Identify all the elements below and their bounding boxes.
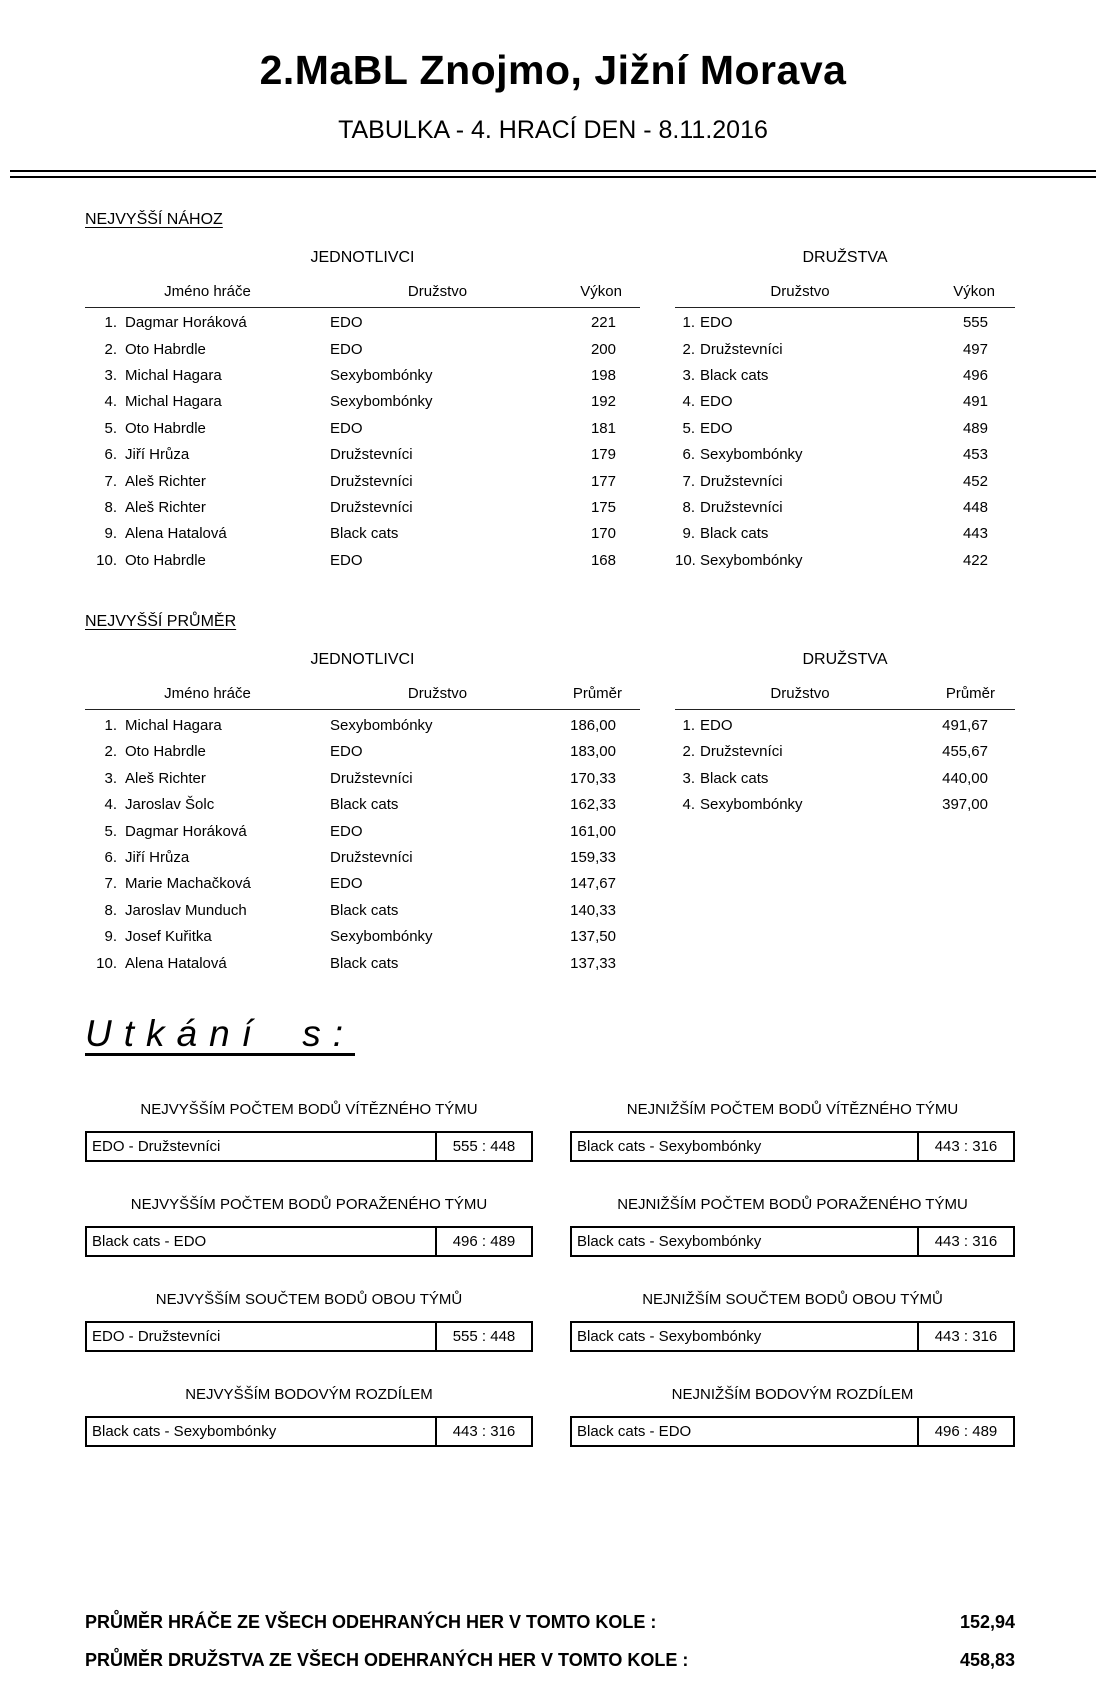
match-record <box>85 1290 533 1352</box>
prumer-tables <box>85 633 1015 976</box>
row-player-name: Oto Habrdle <box>125 743 206 761</box>
row-player-name: Dagmar Horáková <box>125 822 247 840</box>
row-rank: 6. <box>682 446 695 464</box>
table-header-row <box>675 283 1015 308</box>
table-row <box>675 547 1015 573</box>
row-player-name: Dagmar Horáková <box>125 314 247 332</box>
table-body <box>85 712 640 976</box>
row-rank: 4. <box>682 796 695 814</box>
match-result-box <box>85 1416 533 1447</box>
row-value: 422 <box>962 551 988 569</box>
table-row <box>675 441 1015 467</box>
row-player-name: Aleš Richter <box>125 498 206 516</box>
row-value: 455,67 <box>942 743 988 761</box>
row-team: Black cats <box>330 796 399 814</box>
table-row <box>85 844 640 870</box>
nahoz-tables <box>85 231 1015 574</box>
summary-value: 458,83 <box>959 1650 1015 1671</box>
column-header-team: Družstvo <box>407 685 468 703</box>
row-rank: 8. <box>682 498 695 516</box>
matches-heading: Utkání s: <box>85 1013 355 1055</box>
row-player-name: Jaroslav Munduch <box>125 901 247 919</box>
row-value: 183,00 <box>570 743 616 761</box>
row-player-name: Marie Machačková <box>125 875 251 893</box>
row-team: Družstevníci <box>330 446 413 464</box>
column-header-value: Průměr <box>945 685 995 703</box>
page-subtitle: TABULKA - 4. HRACÍ DEN - 8.11.2016 <box>338 116 768 144</box>
row-rank: 1. <box>682 314 695 332</box>
table-row <box>675 336 1015 362</box>
row-team: Družstevníci <box>700 743 783 761</box>
row-team: Družstevníci <box>330 472 413 490</box>
match-teams: EDO - Družstevníci <box>92 1328 221 1346</box>
table-row <box>85 310 640 336</box>
row-team: Družstevníci <box>700 472 783 490</box>
page-content <box>0 211 1106 1680</box>
match-record-label: NEJVYŠŠÍM POČTEM BODŮ VÍTĚZNÉHO TÝMU <box>140 1101 478 1119</box>
match-teams: Black cats - EDO <box>577 1423 692 1441</box>
row-rank: 1. <box>682 717 695 735</box>
row-team: Družstevníci <box>330 849 413 867</box>
summary-row <box>85 1641 1015 1679</box>
row-team: Black cats <box>330 954 399 972</box>
row-team: EDO <box>700 717 733 735</box>
row-value: 489 <box>962 419 988 437</box>
row-player-name: Michal Hagara <box>125 717 222 735</box>
match-score: 555 : 448 <box>435 1323 531 1350</box>
match-teams: Black cats - Sexybombónky <box>577 1138 762 1156</box>
row-value: 198 <box>590 366 616 384</box>
row-team: Sexybombónky <box>700 446 803 464</box>
row-value: 170 <box>590 525 616 543</box>
row-rank: 8. <box>104 901 117 919</box>
row-player-name: Alena Hatalová <box>125 525 227 543</box>
column-header-name: Jméno hráče <box>164 282 251 300</box>
table-title: JEDNOTLIVCI <box>310 651 415 669</box>
match-score: 443 : 316 <box>917 1133 1013 1160</box>
table-row <box>85 739 640 765</box>
row-rank: 1. <box>104 717 117 735</box>
row-player-name: Michal Hagara <box>125 366 222 384</box>
row-rank: 4. <box>104 393 117 411</box>
row-team: EDO <box>700 314 733 332</box>
row-value: 137,50 <box>570 928 616 946</box>
row-value: 181 <box>590 419 616 437</box>
row-value: 397,00 <box>942 796 988 814</box>
row-value: 448 <box>962 498 988 516</box>
row-team: Black cats <box>330 901 399 919</box>
row-team: Black cats <box>700 525 769 543</box>
row-team: Družstevníci <box>330 769 413 787</box>
table-row <box>675 765 1015 791</box>
row-rank: 9. <box>104 928 117 946</box>
row-team: Družstevníci <box>700 498 783 516</box>
match-result-box <box>85 1321 533 1352</box>
row-player-name: Aleš Richter <box>125 472 206 490</box>
row-value: 496 <box>962 366 988 384</box>
summary-row <box>85 1603 1015 1641</box>
table-row <box>85 415 640 441</box>
column-header-name: Jméno hráče <box>164 685 251 703</box>
row-value: 162,33 <box>570 796 616 814</box>
summary-label: PRŮMĚR DRUŽSTVA ZE VŠECH ODEHRANÝCH HER V TOMTO KOLE : <box>85 1650 689 1671</box>
match-result-box <box>85 1226 533 1257</box>
row-team: Black cats <box>700 366 769 384</box>
row-rank: 7. <box>104 472 117 490</box>
row-team: EDO <box>330 875 363 893</box>
table-row <box>85 765 640 791</box>
double-divider <box>10 170 1096 178</box>
row-player-name: Oto Habrdle <box>125 551 206 569</box>
table-row <box>85 336 640 362</box>
row-value: 175 <box>590 498 616 516</box>
row-rank: 1. <box>104 314 117 332</box>
match-record <box>85 1195 533 1257</box>
row-team: Sexybombónky <box>700 551 803 569</box>
table-row <box>675 792 1015 818</box>
row-player-name: Alena Hatalová <box>125 954 227 972</box>
table-row <box>675 415 1015 441</box>
row-value: 137,33 <box>570 954 616 972</box>
column-header-team: Družstvo <box>407 282 468 300</box>
match-record-label: NEJVYŠŠÍM POČTEM BODŮ PORAŽENÉHO TÝMU <box>130 1196 488 1214</box>
match-score: 443 : 316 <box>917 1323 1013 1350</box>
row-rank: 3. <box>104 769 117 787</box>
row-player-name: Jiří Hrůza <box>125 849 190 867</box>
row-rank: 6. <box>104 849 117 867</box>
row-player-name: Josef Kuřitka <box>125 928 212 946</box>
match-record <box>570 1385 1015 1447</box>
row-rank: 3. <box>104 366 117 384</box>
row-rank: 9. <box>104 525 117 543</box>
column-header-team: Družstvo <box>770 282 830 300</box>
row-team: Black cats <box>330 525 399 543</box>
row-rank: 10. <box>96 551 117 569</box>
table-body <box>675 310 1015 574</box>
row-value: 161,00 <box>570 822 616 840</box>
table-row <box>675 521 1015 547</box>
row-team: EDO <box>330 340 363 358</box>
table-row <box>85 712 640 738</box>
table-body <box>85 310 640 574</box>
row-team: Sexybombónky <box>330 717 433 735</box>
row-rank: 8. <box>104 498 117 516</box>
row-team: Sexybombónky <box>700 796 803 814</box>
match-record <box>85 1100 533 1162</box>
section-prumer-heading-row <box>85 613 1015 633</box>
row-rank: 4. <box>104 796 117 814</box>
match-result-box <box>570 1131 1015 1162</box>
row-value: 177 <box>590 472 616 490</box>
row-rank: 10. <box>96 954 117 972</box>
match-record <box>570 1100 1015 1162</box>
row-team: EDO <box>330 419 363 437</box>
row-value: 200 <box>590 340 616 358</box>
table-row <box>675 389 1015 415</box>
section-heading-nahoz: NEJVYŠŠÍ NÁHOZ <box>85 210 223 228</box>
row-team: Sexybombónky <box>330 366 433 384</box>
match-teams: Black cats - EDO <box>92 1233 207 1251</box>
match-teams: Black cats - Sexybombónky <box>577 1233 762 1251</box>
match-result-box <box>85 1131 533 1162</box>
row-value: 140,33 <box>570 901 616 919</box>
match-result-box <box>570 1226 1015 1257</box>
match-record-label: NEJVYŠŠÍM BODOVÝM ROZDÍLEM <box>185 1386 433 1404</box>
prumer-individuals-table <box>85 633 640 976</box>
row-team: EDO <box>700 393 733 411</box>
row-value: 497 <box>962 340 988 358</box>
row-rank: 3. <box>682 769 695 787</box>
table-row <box>85 818 640 844</box>
row-rank: 10. <box>675 551 696 569</box>
match-score: 443 : 316 <box>435 1418 531 1445</box>
column-header-value: Průměr <box>572 685 622 703</box>
row-team: Sexybombónky <box>330 928 433 946</box>
row-value: 443 <box>962 525 988 543</box>
section-heading-prumer: NEJVYŠŠÍ PRŮMĚR <box>85 613 237 631</box>
row-player-name: Michal Hagara <box>125 393 222 411</box>
match-score: 555 : 448 <box>435 1133 531 1160</box>
row-rank: 5. <box>104 822 117 840</box>
match-records-grid <box>85 1100 1015 1447</box>
table-header-row <box>85 685 640 710</box>
table-title: DRUŽSTVA <box>802 651 888 669</box>
matches-heading-row <box>85 1014 1015 1064</box>
match-result-box <box>570 1321 1015 1352</box>
summary-block <box>85 1603 1015 1679</box>
row-value: 491,67 <box>942 717 988 735</box>
page-title: 2.MaBL Znojmo, Jižní Morava <box>259 47 847 93</box>
section-nahoz-heading-row <box>85 211 1015 231</box>
column-header-value: Výkon <box>953 282 995 300</box>
row-value: 192 <box>590 393 616 411</box>
table-row <box>85 950 640 976</box>
row-value: 440,00 <box>942 769 988 787</box>
match-record-label: NEJVYŠŠÍM SOUČTEM BODŮ OBOU TÝMŮ <box>155 1291 463 1309</box>
table-row <box>675 310 1015 336</box>
table-row <box>675 739 1015 765</box>
match-teams: Black cats - Sexybombónky <box>577 1328 762 1346</box>
table-row <box>85 468 640 494</box>
match-record-label: NEJNIŽŠÍM POČTEM BODŮ PORAŽENÉHO TÝMU <box>617 1196 968 1214</box>
row-team: EDO <box>330 822 363 840</box>
prumer-teams-table <box>675 633 1015 976</box>
row-value: 186,00 <box>570 717 616 735</box>
table-row <box>85 441 640 467</box>
row-value: 453 <box>962 446 988 464</box>
table-row <box>85 792 640 818</box>
row-rank: 9. <box>682 525 695 543</box>
row-team: EDO <box>700 419 733 437</box>
row-value: 168 <box>590 551 616 569</box>
match-teams: Black cats - Sexybombónky <box>92 1423 277 1441</box>
row-player-name: Jiří Hrůza <box>125 446 190 464</box>
match-record-label: NEJNIŽŠÍM POČTEM BODŮ VÍTĚZNÉHO TÝMU <box>626 1101 959 1119</box>
row-team: EDO <box>330 551 363 569</box>
table-title: DRUŽSTVA <box>802 248 888 266</box>
match-score: 496 : 489 <box>917 1418 1013 1445</box>
match-record <box>570 1290 1015 1352</box>
table-row <box>85 547 640 573</box>
summary-value: 152,94 <box>959 1612 1015 1633</box>
match-score: 443 : 316 <box>917 1228 1013 1255</box>
row-team: Družstevníci <box>700 340 783 358</box>
table-row <box>85 389 640 415</box>
row-rank: 5. <box>682 419 695 437</box>
table-row <box>85 924 640 950</box>
row-rank: 4. <box>682 393 695 411</box>
table-row <box>85 871 640 897</box>
row-value: 221 <box>590 314 616 332</box>
match-result-box <box>570 1416 1015 1447</box>
row-rank: 7. <box>682 472 695 490</box>
match-teams: EDO - Družstevníci <box>92 1138 221 1156</box>
row-rank: 6. <box>104 446 117 464</box>
table-row <box>85 521 640 547</box>
nahoz-individuals-table <box>85 231 640 574</box>
row-value: 147,67 <box>570 875 616 893</box>
table-row <box>675 712 1015 738</box>
row-value: 555 <box>962 314 988 332</box>
row-rank: 2. <box>104 743 117 761</box>
row-rank: 7. <box>104 875 117 893</box>
table-row <box>675 494 1015 520</box>
row-value: 491 <box>962 393 988 411</box>
match-record-label: NEJNIŽŠÍM BODOVÝM ROZDÍLEM <box>671 1386 914 1404</box>
row-player-name: Jaroslav Šolc <box>125 796 215 814</box>
table-header-row <box>675 685 1015 710</box>
table-body <box>675 712 1015 818</box>
table-header-row <box>85 283 640 308</box>
row-player-name: Oto Habrdle <box>125 419 206 437</box>
table-row <box>675 468 1015 494</box>
table-row <box>85 494 640 520</box>
row-player-name: Aleš Richter <box>125 769 206 787</box>
row-value: 159,33 <box>570 849 616 867</box>
row-rank: 2. <box>682 340 695 358</box>
row-team: Sexybombónky <box>330 393 433 411</box>
table-title: JEDNOTLIVCI <box>310 248 415 266</box>
row-player-name: Oto Habrdle <box>125 340 206 358</box>
match-record <box>85 1385 533 1447</box>
column-header-value: Výkon <box>580 282 622 300</box>
table-row <box>85 897 640 923</box>
row-value: 170,33 <box>570 769 616 787</box>
row-rank: 3. <box>682 366 695 384</box>
row-value: 452 <box>962 472 988 490</box>
table-row <box>85 362 640 388</box>
nahoz-teams-table <box>675 231 1015 574</box>
row-rank: 2. <box>682 743 695 761</box>
row-team: Black cats <box>700 769 769 787</box>
row-rank: 2. <box>104 340 117 358</box>
row-team: EDO <box>330 314 363 332</box>
row-value: 179 <box>590 446 616 464</box>
row-rank: 5. <box>104 419 117 437</box>
match-record <box>570 1195 1015 1257</box>
summary-label: PRŮMĚR HRÁČE ZE VŠECH ODEHRANÝCH HER V TOMTO KOLE : <box>85 1612 657 1633</box>
row-team: EDO <box>330 743 363 761</box>
match-record-label: NEJNIŽŠÍM SOUČTEM BODŮ OBOU TÝMŮ <box>642 1291 943 1309</box>
table-row <box>675 362 1015 388</box>
match-score: 496 : 489 <box>435 1228 531 1255</box>
row-team: Družstevníci <box>330 498 413 516</box>
column-header-team: Družstvo <box>770 685 830 703</box>
